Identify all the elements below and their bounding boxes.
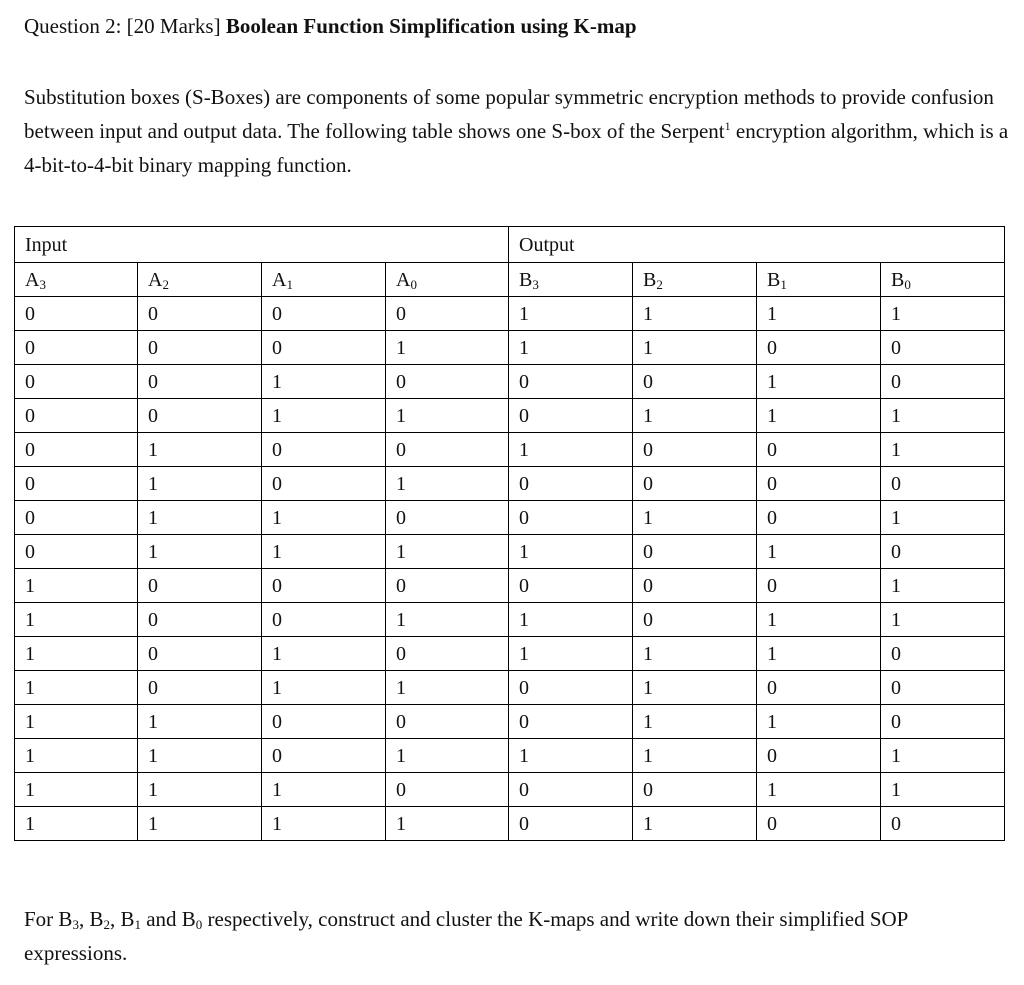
table-cell: 0 — [881, 467, 1005, 501]
table-cell: 1 — [881, 501, 1005, 535]
table-cell: 1 — [509, 739, 633, 773]
table-cell: 1 — [633, 501, 757, 535]
table-cell: 1 — [633, 399, 757, 433]
table-cell: 1 — [15, 705, 138, 739]
table-cell: 1 — [509, 297, 633, 331]
table-cell: 1 — [757, 297, 881, 331]
table-cell: 0 — [138, 365, 262, 399]
footer-subscript: 3 — [72, 917, 79, 932]
table-cell: 1 — [386, 739, 509, 773]
question-title: Boolean Function Simplification using K-map — [225, 14, 637, 38]
table-cell: 0 — [509, 773, 633, 807]
table-cell: 0 — [262, 467, 386, 501]
table-cell: 1 — [138, 739, 262, 773]
intro-text: Substitution boxes (S-Boxes) are components of some popular symmetric encryption methods to provide confusion between input and output data. The following table shows one S-box of the Serpent — [24, 85, 994, 143]
column-header-subscript: 0 — [410, 276, 417, 292]
table-cell: 0 — [386, 637, 509, 671]
column-header-base: A — [396, 268, 411, 291]
footer-subscript: 0 — [195, 917, 203, 932]
column-header-base: A — [272, 268, 287, 291]
table-cell: 0 — [881, 807, 1005, 841]
footer-text: For B — [24, 907, 73, 931]
output-group-header: Output — [509, 227, 1005, 263]
table-cell: 0 — [633, 603, 757, 637]
table-cell: 0 — [262, 569, 386, 603]
table-row — [15, 433, 1005, 467]
table-cell: 1 — [138, 467, 262, 501]
table-cell: 1 — [509, 637, 633, 671]
table-cell: 0 — [881, 331, 1005, 365]
table-row — [15, 739, 1005, 773]
table-cell: 0 — [262, 739, 386, 773]
table-cell: 1 — [262, 535, 386, 569]
table-cell: 1 — [15, 671, 138, 705]
table-cell: 0 — [509, 467, 633, 501]
column-header-base: A — [148, 268, 163, 291]
table-cell: 0 — [262, 297, 386, 331]
table-cell: 1 — [386, 535, 509, 569]
table-row — [15, 705, 1005, 739]
table-cell: 1 — [386, 467, 509, 501]
table-cell: 0 — [881, 535, 1005, 569]
table-cell: 0 — [262, 433, 386, 467]
footer-text: , B — [109, 907, 135, 931]
table-cell: 1 — [386, 603, 509, 637]
table-cell: 1 — [15, 807, 138, 841]
footer-subscript: 1 — [134, 917, 141, 932]
table-cell: 1 — [138, 807, 262, 841]
table-cell: 0 — [633, 773, 757, 807]
table-row — [15, 467, 1005, 501]
table-cell: 0 — [881, 705, 1005, 739]
table-cell: 0 — [881, 671, 1005, 705]
table-cell: 1 — [757, 705, 881, 739]
column-header-b3 — [509, 263, 633, 297]
table-cell: 1 — [757, 365, 881, 399]
table-cell: 0 — [138, 569, 262, 603]
table-cell: 1 — [881, 433, 1005, 467]
table-cell: 0 — [386, 365, 509, 399]
table-cell: 1 — [757, 399, 881, 433]
question-marks: [20 Marks] — [126, 14, 221, 38]
table-cell: 1 — [262, 807, 386, 841]
column-header-base: B — [767, 268, 781, 291]
table-cell: 0 — [15, 399, 138, 433]
question-heading — [24, 12, 637, 40]
table-cell: 1 — [509, 433, 633, 467]
table-cell: 1 — [15, 569, 138, 603]
table-cell: 1 — [633, 807, 757, 841]
table-cell: 1 — [633, 739, 757, 773]
column-header-a1 — [262, 263, 386, 297]
table-cell: 1 — [386, 671, 509, 705]
table-cell: 0 — [15, 365, 138, 399]
column-header-a0 — [386, 263, 509, 297]
table-cell: 0 — [757, 331, 881, 365]
table-cell: 0 — [15, 331, 138, 365]
table-cell: 0 — [15, 297, 138, 331]
table-cell: 1 — [262, 671, 386, 705]
table-row — [15, 773, 1005, 807]
input-group-header: Input — [15, 227, 509, 263]
table-cell: 0 — [757, 501, 881, 535]
table-cell: 1 — [386, 331, 509, 365]
table-cell: 0 — [386, 433, 509, 467]
column-header-row — [15, 263, 1005, 297]
table-cell: 0 — [262, 705, 386, 739]
table-cell: 1 — [881, 739, 1005, 773]
table-cell: 0 — [509, 807, 633, 841]
table-cell: 0 — [881, 637, 1005, 671]
column-header-subscript: 2 — [656, 276, 663, 292]
table-cell: 1 — [633, 705, 757, 739]
table-row — [15, 535, 1005, 569]
table-cell: 0 — [757, 569, 881, 603]
table-cell: 1 — [262, 365, 386, 399]
table-cell: 1 — [881, 603, 1005, 637]
table-cell: 0 — [633, 535, 757, 569]
table-row — [15, 297, 1005, 331]
table-cell: 0 — [757, 467, 881, 501]
column-header-b1 — [757, 263, 881, 297]
footer-subscript: 2 — [103, 917, 110, 932]
table-cell: 1 — [138, 433, 262, 467]
footnote-mark: 1 — [724, 119, 731, 133]
table-cell: 1 — [138, 501, 262, 535]
table-cell: 1 — [757, 773, 881, 807]
table-cell: 0 — [15, 501, 138, 535]
table-cell: 0 — [757, 433, 881, 467]
table-row — [15, 807, 1005, 841]
column-header-subscript: 3 — [39, 276, 46, 292]
table-cell: 1 — [509, 331, 633, 365]
table-cell: 1 — [633, 331, 757, 365]
table-cell: 0 — [633, 433, 757, 467]
table-cell: 1 — [262, 773, 386, 807]
table-cell: 0 — [138, 297, 262, 331]
table-row — [15, 569, 1005, 603]
table-cell: 0 — [138, 603, 262, 637]
table-cell: 0 — [386, 569, 509, 603]
footer-text: , B — [78, 907, 104, 931]
column-header-b0 — [881, 263, 1005, 297]
footer-paragraph — [24, 902, 1009, 970]
table-cell: 0 — [386, 297, 509, 331]
table-cell: 1 — [15, 739, 138, 773]
table-cell: 0 — [262, 603, 386, 637]
table-cell: 0 — [15, 433, 138, 467]
table-cell: 1 — [509, 535, 633, 569]
sbox-table — [14, 226, 1005, 841]
table-cell: 0 — [757, 739, 881, 773]
table-cell: 0 — [509, 365, 633, 399]
table-cell: 0 — [757, 671, 881, 705]
intro-paragraph — [24, 80, 1009, 182]
table-cell: 1 — [881, 569, 1005, 603]
column-header-subscript: 1 — [780, 276, 787, 292]
table-cell: 1 — [15, 773, 138, 807]
table-cell: 0 — [138, 671, 262, 705]
table-cell: 0 — [262, 331, 386, 365]
table-cell: 0 — [881, 365, 1005, 399]
table-cell: 1 — [633, 637, 757, 671]
table-cell: 0 — [386, 773, 509, 807]
table-cell: 0 — [509, 705, 633, 739]
column-header-a2 — [138, 263, 262, 297]
table-cell: 0 — [509, 501, 633, 535]
table-cell: 1 — [262, 637, 386, 671]
table-cell: 0 — [509, 569, 633, 603]
table-row — [15, 399, 1005, 433]
table-cell: 0 — [138, 637, 262, 671]
table-row — [15, 331, 1005, 365]
table-cell: 0 — [509, 671, 633, 705]
table-cell: 0 — [633, 467, 757, 501]
column-header-a3 — [15, 263, 138, 297]
table-row — [15, 637, 1005, 671]
table-cell: 1 — [15, 637, 138, 671]
column-header-base: A — [25, 268, 40, 291]
table-cell: 0 — [633, 569, 757, 603]
table-row — [15, 501, 1005, 535]
table-cell: 0 — [15, 535, 138, 569]
table-cell: 0 — [138, 331, 262, 365]
table-cell: 1 — [138, 535, 262, 569]
table-cell: 0 — [138, 399, 262, 433]
column-header-subscript: 3 — [532, 276, 539, 292]
column-header-base: B — [643, 268, 657, 291]
table-cell: 0 — [757, 807, 881, 841]
column-header-b2 — [633, 263, 757, 297]
table-cell: 0 — [633, 365, 757, 399]
question-label: Question 2: — [24, 14, 122, 38]
table-row — [15, 603, 1005, 637]
column-header-base: B — [519, 268, 533, 291]
column-header-subscript: 1 — [286, 276, 293, 292]
group-header-row — [15, 227, 1005, 263]
column-header-subscript: 0 — [904, 276, 911, 292]
table-cell: 1 — [262, 501, 386, 535]
table-cell: 1 — [138, 773, 262, 807]
footer-text: respectively, construct and cluster the K-maps and write down their simplified SOP expressions. — [24, 907, 908, 965]
table-cell: 1 — [881, 297, 1005, 331]
table-cell: 1 — [633, 297, 757, 331]
column-header-subscript: 2 — [162, 276, 169, 292]
table-cell: 1 — [262, 399, 386, 433]
table-cell: 0 — [509, 399, 633, 433]
footer-text: and B — [140, 907, 196, 931]
table-cell: 1 — [881, 399, 1005, 433]
table-cell: 1 — [633, 671, 757, 705]
table-cell: 0 — [386, 501, 509, 535]
table-cell: 1 — [386, 399, 509, 433]
intro-text-end: encryption algorithm, which is a 4-bit-to-4-bit binary mapping function. — [24, 119, 1009, 177]
table-cell: 0 — [15, 467, 138, 501]
column-header-base: B — [891, 268, 905, 291]
table-cell: 1 — [757, 637, 881, 671]
table-cell: 1 — [757, 603, 881, 637]
table-cell: 1 — [757, 535, 881, 569]
table-cell: 1 — [386, 807, 509, 841]
table-row — [15, 365, 1005, 399]
table-cell: 1 — [881, 773, 1005, 807]
table-row — [15, 671, 1005, 705]
table-cell: 0 — [386, 705, 509, 739]
table-cell: 1 — [138, 705, 262, 739]
table-cell: 1 — [15, 603, 138, 637]
table-cell: 1 — [509, 603, 633, 637]
